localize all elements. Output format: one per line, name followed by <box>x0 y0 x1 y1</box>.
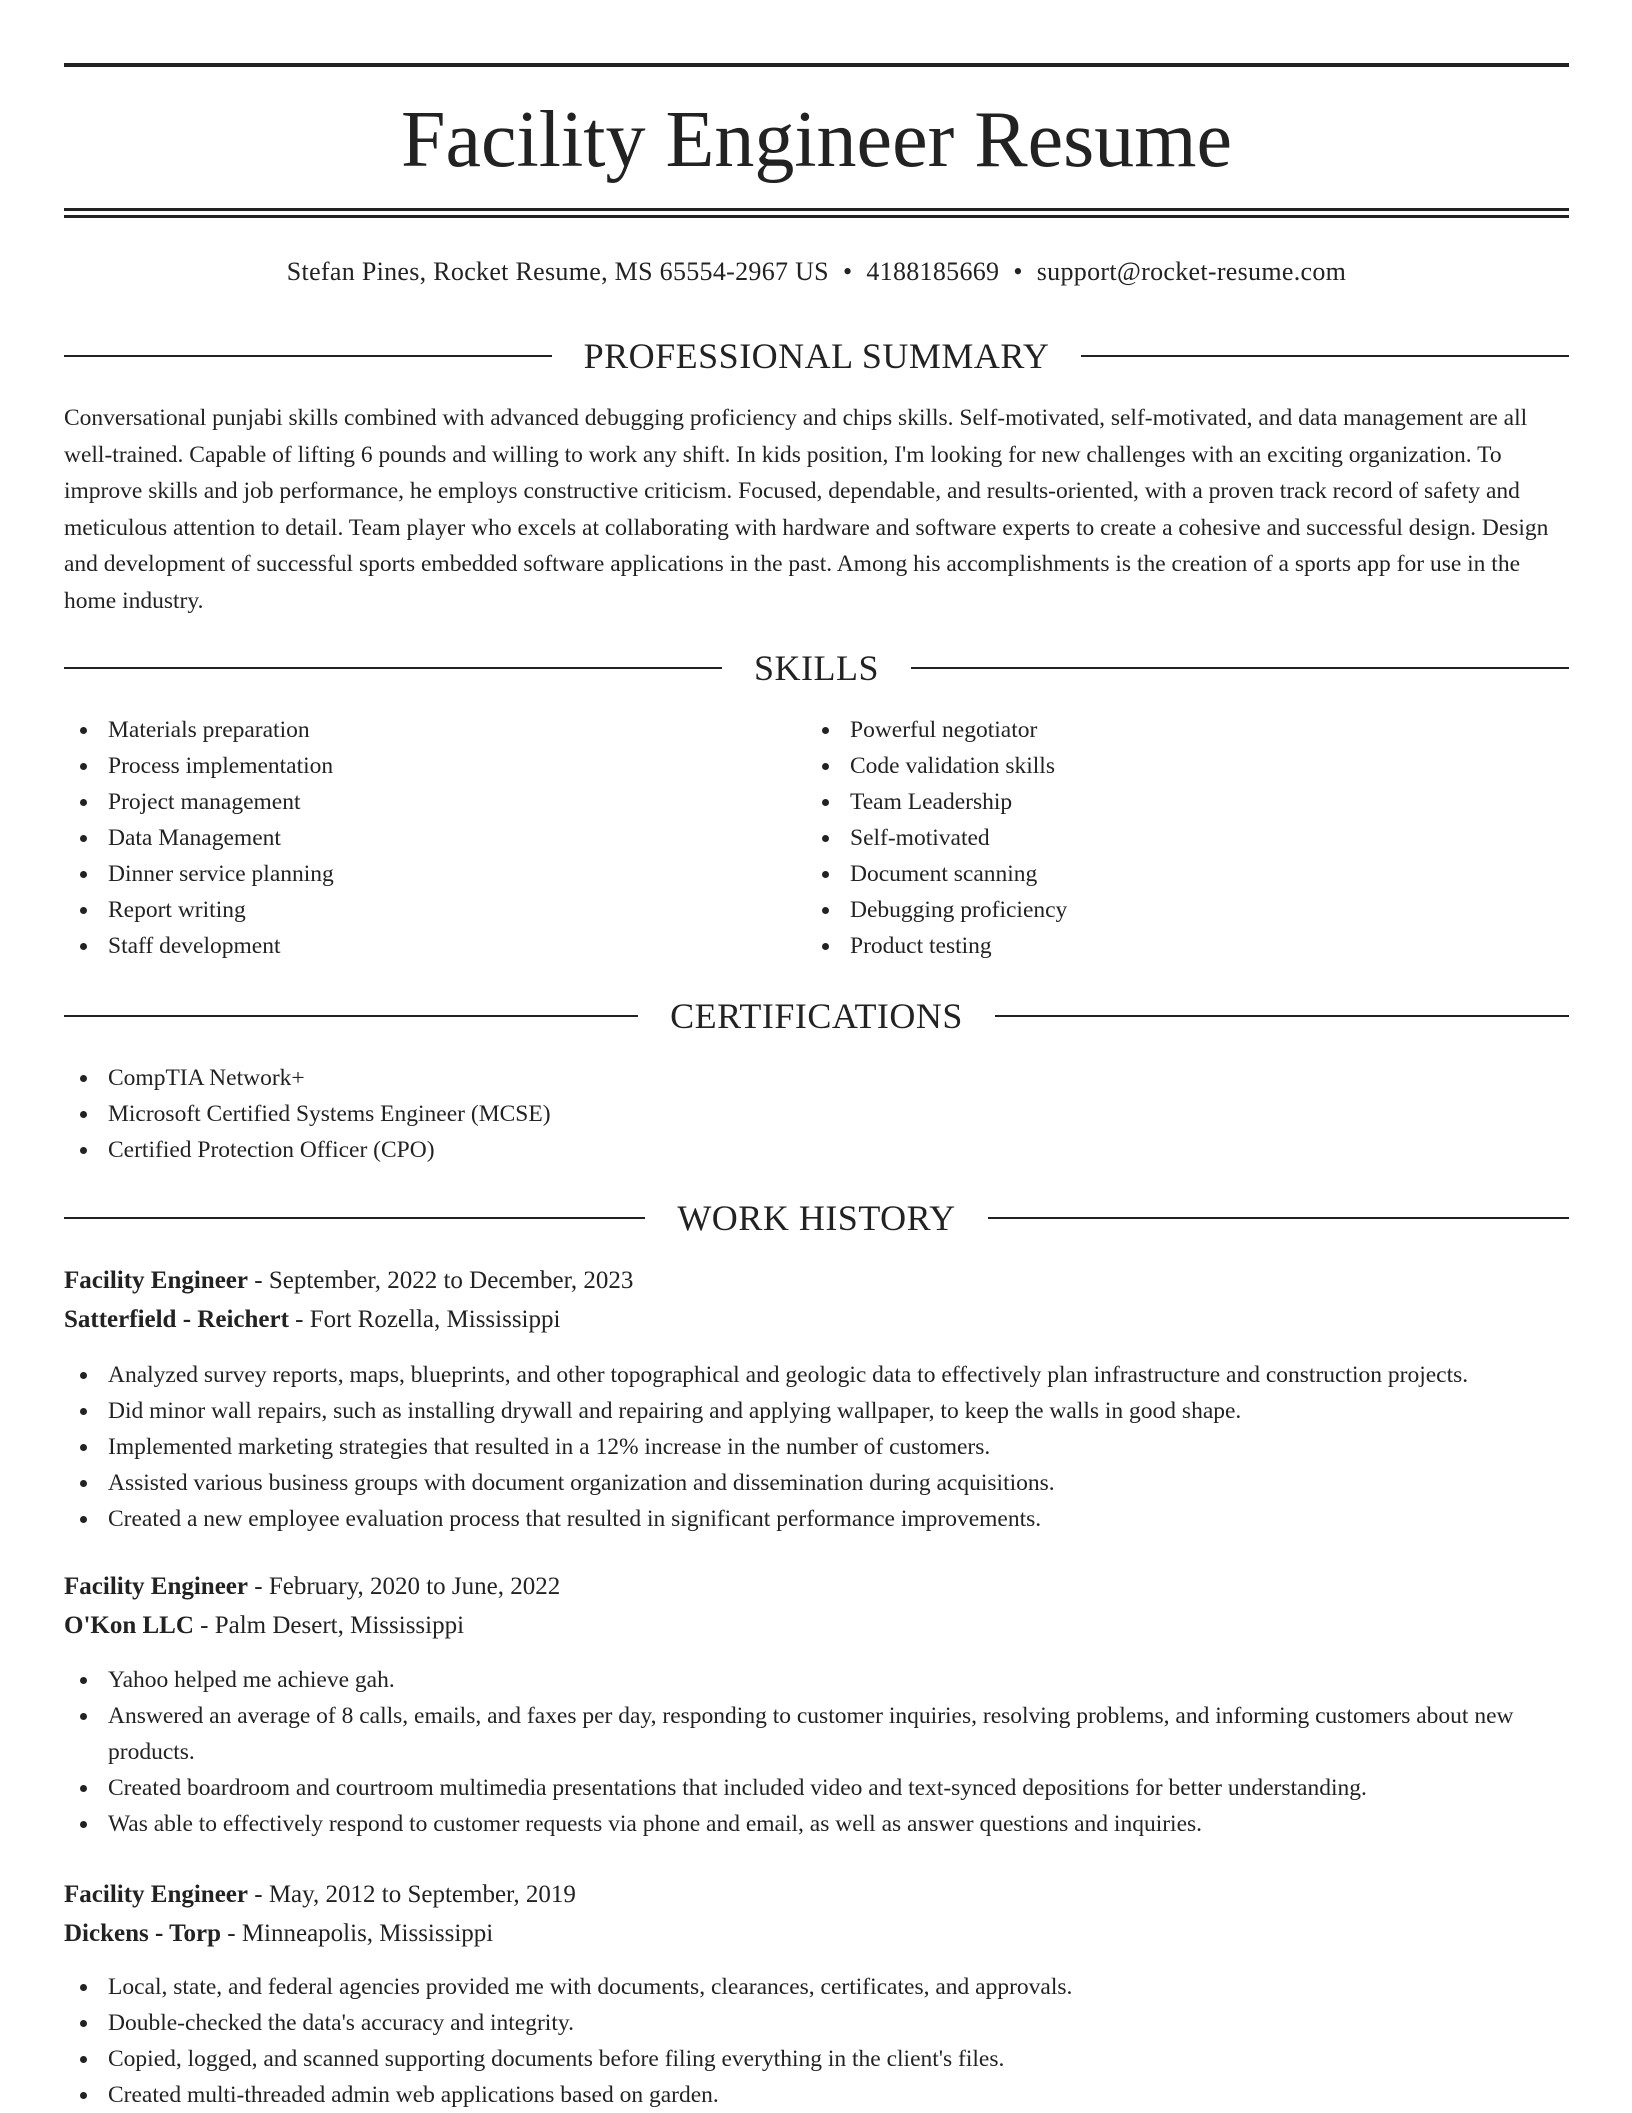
job-company-line <box>64 1607 464 1645</box>
page-title: Facility Engineer Resume <box>401 96 1232 184</box>
contact-phone: 4188185669 <box>866 257 1000 286</box>
job-bullet: Created multi-threaded admin web applications based on garden. <box>64 2077 1569 2113</box>
heading-rule <box>995 1015 1569 1017</box>
job-company: Dickens - Torp <box>64 1920 221 1947</box>
heading-rule <box>64 1015 638 1017</box>
skill-item: Report writing <box>64 892 784 928</box>
certifications-list <box>64 1060 1569 1168</box>
job-dash: - <box>220 1920 242 1947</box>
skills-heading-text: SKILLS <box>754 648 880 688</box>
certification-item: Certified Protection Officer (CPO) <box>64 1132 1569 1168</box>
skill-item: Project management <box>64 784 784 820</box>
contact-email: support@rocket-resume.com <box>1036 257 1347 286</box>
job-dates: February, 2020 to June, 2022 <box>268 1573 561 1600</box>
skill-item: Process implementation <box>64 748 784 784</box>
summary-heading-text: PROFESSIONAL SUMMARY <box>583 336 1050 376</box>
job-bullet: Created a new employee evaluation process that resulted in significant performance improvements. <box>64 1501 1569 1537</box>
skills-heading <box>64 646 1569 690</box>
contact-line <box>64 252 1569 292</box>
heading-rule <box>988 1217 1569 1219</box>
skill-item: Materials preparation <box>64 712 784 748</box>
job-bullets <box>64 1662 1569 1842</box>
contact-address: Stefan Pines, Rocket Resume, MS 65554-2967 US <box>286 257 829 286</box>
skill-item: Staff development <box>64 928 784 964</box>
skill-item: Powerful negotiator <box>806 712 1566 748</box>
job-title: Facility Engineer <box>64 1573 248 1600</box>
job-dash: - <box>248 1881 269 1908</box>
title-rule-lower <box>64 215 1569 218</box>
job-location: Fort Rozella, Mississippi <box>309 1306 561 1333</box>
skill-item: Debugging proficiency <box>806 892 1566 928</box>
work-history-heading-text: WORK HISTORY <box>677 1198 956 1238</box>
job-bullet: Yahoo helped me achieve gah. <box>64 1662 1569 1698</box>
job-bullet: Was able to effectively respond to customer requests via phone and email, as well as answer questions and inquiries. <box>64 1806 1569 1842</box>
job-location: Minneapolis, Mississippi <box>241 1920 494 1947</box>
title-rule-upper <box>64 208 1569 211</box>
job-dash: - <box>248 1267 269 1294</box>
job-dash: - <box>248 1573 269 1600</box>
skill-item: Document scanning <box>806 856 1566 892</box>
job-bullets <box>64 1357 1569 1537</box>
summary-heading <box>64 334 1569 378</box>
certification-item: CompTIA Network+ <box>64 1060 1569 1096</box>
job-dates: May, 2012 to September, 2019 <box>268 1881 576 1908</box>
job-title-line <box>64 1262 633 1300</box>
heading-rule <box>64 667 722 669</box>
job-bullet: Analyzed survey reports, maps, blueprints, and other topographical and geologic data to effectively plan infrastructure and construction projects. <box>64 1357 1569 1393</box>
certification-item: Microsoft Certified Systems Engineer (MCSE) <box>64 1096 1569 1132</box>
job-dash: - <box>288 1306 310 1333</box>
job-bullet: Answered an average of 8 calls, emails, and faxes per day, responding to customer inquiries, resolving problems, and informing customers about new products. <box>64 1698 1569 1770</box>
heading-rule <box>911 667 1569 669</box>
job-title: Facility Engineer <box>64 1881 248 1908</box>
skill-item: Product testing <box>806 928 1566 964</box>
job-bullet: Did minor wall repairs, such as installing drywall and repairing and applying wallpaper, to keep the walls in good shape. <box>64 1393 1569 1429</box>
job-bullet: Assisted various business groups with document organization and dissemination during acquisitions. <box>64 1465 1569 1501</box>
certifications-heading-text: CERTIFICATIONS <box>670 996 963 1036</box>
skill-item: Self-motivated <box>806 820 1566 856</box>
job-bullets <box>64 1969 1569 2113</box>
job-dash: - <box>193 1612 215 1639</box>
job-title-line <box>64 1876 576 1914</box>
job-title: Facility Engineer <box>64 1267 248 1294</box>
job-location: Palm Desert, Mississippi <box>214 1612 465 1639</box>
contact-separator: • <box>1013 257 1023 286</box>
skill-item: Dinner service planning <box>64 856 784 892</box>
job-dates: September, 2022 to December, 2023 <box>268 1267 634 1294</box>
skill-item: Team Leadership <box>806 784 1566 820</box>
top-rule <box>64 63 1569 67</box>
skills-list-left <box>64 712 784 964</box>
job-bullet: Created boardroom and courtroom multimedia presentations that included video and text-synced depositions for better understanding. <box>64 1770 1569 1806</box>
summary-text: Conversational punjabi skills combined with advanced debugging proficiency and chips skills. Self-motivated, self-motivated, and data management are all well-trained. Capable of lifting 6 pounds and willing to work any shift. In kids position, I'm looking for new challenges with an exciting organization. To improve skills and job performance, he employs constructive criticism. Focused, dependable, and results-oriented, with a proven track record of safety and meticulous attention to detail. Team player who excels at collaborating with hardware and software experts to create a cohesive and successful design. Design and development of successful sports embedded software applications in the past. Among his accomplishments is the creation of a sports app for use in the home industry. <box>64 405 1549 614</box>
job-company-line <box>64 1915 493 1953</box>
job-bullet: Local, state, and federal agencies provided me with documents, clearances, certificates, and approvals. <box>64 1969 1569 2005</box>
work-history-heading <box>64 1196 1569 1240</box>
skill-item: Data Management <box>64 820 784 856</box>
job-title-line <box>64 1568 560 1606</box>
job-company-line <box>64 1301 560 1339</box>
certifications-heading <box>64 994 1569 1038</box>
job-bullet: Copied, logged, and scanned supporting documents before filing everything in the client's files. <box>64 2041 1569 2077</box>
job-company: O'Kon LLC <box>64 1612 194 1639</box>
heading-rule <box>64 1217 645 1219</box>
skills-list-right <box>806 712 1566 964</box>
heading-rule <box>64 355 552 357</box>
job-bullet: Implemented marketing strategies that resulted in a 12% increase in the number of customers. <box>64 1429 1569 1465</box>
skill-item: Code validation skills <box>806 748 1566 784</box>
job-bullet: Double-checked the data's accuracy and integrity. <box>64 2005 1569 2041</box>
job-company: Satterfield - Reichert <box>64 1306 289 1333</box>
contact-separator: • <box>842 257 853 286</box>
heading-rule <box>1081 355 1569 357</box>
